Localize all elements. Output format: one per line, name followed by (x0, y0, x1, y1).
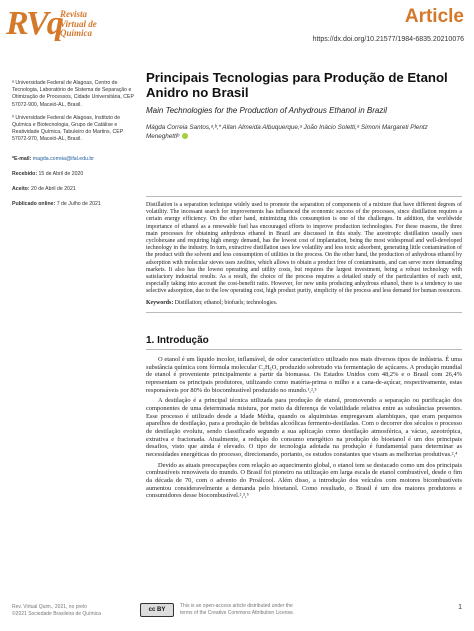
logo-mark: RVq (6, 5, 62, 42)
received-value: 15 de Abril de 2020 (38, 170, 84, 177)
license-note (180, 603, 294, 617)
logo-text-line: Química (60, 28, 93, 38)
cc-license-badge[interactable]: cc BY (140, 603, 174, 617)
accepted-value: 20 de Abril de 2021 (31, 186, 76, 193)
email-line (12, 156, 136, 163)
affiliations-sidebar (12, 80, 136, 208)
affiliation-a: ᵃ Universidade Federal de Alagoas, Centro de Tecnologia, Laboratório de Sistema de Separação e Otimização de Processos, Cidade Universitária, CEP 57072-900, Maceió-AL, Brasil. (12, 80, 134, 108)
email-label: *E-mail: (12, 155, 32, 162)
orcid-icon[interactable] (182, 133, 188, 139)
introduction-body (146, 356, 462, 503)
article-subtitle: Main Technologies for the Production of Anhydrous Ethanol in Brazil (146, 106, 387, 115)
logo-text-line: Revista (60, 9, 87, 19)
published-value: 7 de Julho de 2021 (56, 201, 101, 208)
paragraph: O etanol é um líquido incolor, inflamável, de odor característico utilizado nos mais diversos tipos de indústria. É uma substância química com fórmula molecular C₂H₆O, produzido sobretudo via fermentação de açúcares. A produção mundial de etanol é proveniente principalmente a partir da biomassa. Os Estados Unidos com 48,2% e o Brasil com 26,4% representam os principais produtores, utilizando como matéria-prima o milho e a cana-de-açúcar, respectivamente, estas responsáveis por 80% do biocombustível produzido no mundo.¹,²,³ (146, 356, 462, 394)
article-header (146, 70, 462, 141)
license-line: terms of the Creative Commons Attribution License. (180, 610, 295, 616)
published-label: Publicado online: (12, 201, 56, 208)
doi-link[interactable]: https://dx.doi.org/10.21577/1984-6835.20210076 (312, 36, 464, 43)
keywords-line (146, 300, 462, 307)
author-list (146, 124, 462, 141)
license-line: This is an open-access article distributed under the (180, 603, 293, 609)
section-heading: 1. Introdução (146, 335, 209, 346)
copyright-notice: ©2021 Sociedade Brasileira de Química (12, 611, 102, 617)
page-header (0, 0, 474, 52)
logo-text-line: Virtual de (60, 18, 97, 29)
section-divider (146, 349, 462, 350)
article-type-label: Article (404, 6, 464, 27)
page-footer (0, 600, 474, 631)
page-number: 1 (458, 604, 462, 611)
received-date (12, 171, 136, 178)
article-title: Principais Tecnologias para Produção de Etanol Anidro no Brasil (146, 70, 448, 100)
logo-text (60, 10, 97, 39)
accepted-date (12, 186, 136, 193)
paragraph: Devido as atuais preocupações com relação ao aquecimento global, o etanol tem se destacado como um dos principais combustíveis renováveis do mundo. O Brasil foi pioneiro na utilização em larga escala de etanol combustível, desde o fim da década de 70, com o advento do Proálcool. Além disso, a introdução dos veículos com motores bicombustíveis aumentou consideravelmente a demanda pelo bioetanol. Como resultado, o Brasil é um dos maiores produtores e consumidores desse biocombustível.²,³,⁵ (146, 461, 462, 500)
journal-logo[interactable] (6, 6, 118, 46)
authors-text: Mágda Correia Santos,ᵃ,ᵇ,* Allan Almeida Albuquerque,ᵃ João Inácio Soletti,ᵃ Simoni Margareti Plentz Meneghettiᵇ (146, 124, 428, 140)
received-label: Recebido: (12, 170, 38, 177)
keywords-value: Distillation; ethanol; biofuels; technologies. (174, 299, 278, 306)
abstract-text: Distillation is a separation technique widely used to promote the separation of components of a mixture that have different degrees of volatility. The incessant search for improvements has influenced the economic success of the processes, since distillation requires a certain energy efficiency. On the other hand, minimizing this consumption is one of the challenges. In addition, the worldwide importance of ethanol as a renewable fuel has encouraged efforts to improve production technologies. For these reasons, the three main processes for obtaining anhydrous ethanol in Brazil are discussed in this study. The azeotropic distillation usually uses cyclohexane and requiring high energy demand, has the lowest cost of implantation, being the most widespread and well-developed technology in the industry. In turn, extractive distillation uses low volatility and less toxic adsorbent, generating little contamination of the product with the solvent and less consumption of utilities in the process. On the other hand, the production of anhydrous ethanol by adsorption with molecular sieves uses zeolites, which allows to obtain a product free of contaminants, and can serve more demanding markets. It also has the lowest operating and utility costs, but requires the largest investment, being a robust technology with satisfactory industrial results. As a result, the choice of the process requires a detailed study of the particularities of each unit, especially taking into account the cost-benefit ratio. However, for new units producing anhydrous ethanol, there is a tendency to use selective adsorption, due to the low operating cost, high product purity, simplicity of the process and less demand for human resources. (146, 202, 462, 295)
published-date (12, 201, 136, 208)
journal-citation: Rev. Virtual Quim., 2021, no prelo (12, 604, 87, 610)
paragraph: A destilação é a principal técnica utilizada para produção de etanol, promovendo a separação ou purificação dos componentes de uma determinada mistura, por meio da diferença de volatilidade relativa entre as substâncias presentes. Esse processo é utilizado desde a Idade Média, quando os alquimistas empregavam alambiques, que eram pequenos aparelhos de destilação, para a produção de bebidas alcoólicas fermento-destiladas. Com o decorrer dos séculos o processo de destilação evoluiu, sendo classificado segundo a sua aplicação como destilação atmosférica, a vácuo, azeotrópica, extrativa e fracionada. Atualmente, a redução do consumo energético na produção do bioetanol é um dos principais desafios, visto que ainda é elevado. O tipo de tecnologia adotada na produção é fundamental para determinar as necessidades energéticas do processo, direcionando, portanto, os estudos constantes que visam as melhorias produtivas.²,⁴ (146, 397, 462, 458)
footer-citation (12, 604, 101, 618)
abstract-box (146, 196, 462, 313)
accepted-label: Aceito: (12, 186, 30, 193)
email-link[interactable]: magda.correia@ifal.edu.br (32, 155, 94, 162)
keywords-label: Keywords: (146, 299, 174, 306)
affiliation-b: ᵇ Universidade Federal de Alagoas, Instituto de Química e Biotecnologia, Grupo de Catálise e Reatividade Química, Tabuleiro do Martins, CEP 57072-970, Maceió-AL, Brasil. (12, 114, 124, 143)
